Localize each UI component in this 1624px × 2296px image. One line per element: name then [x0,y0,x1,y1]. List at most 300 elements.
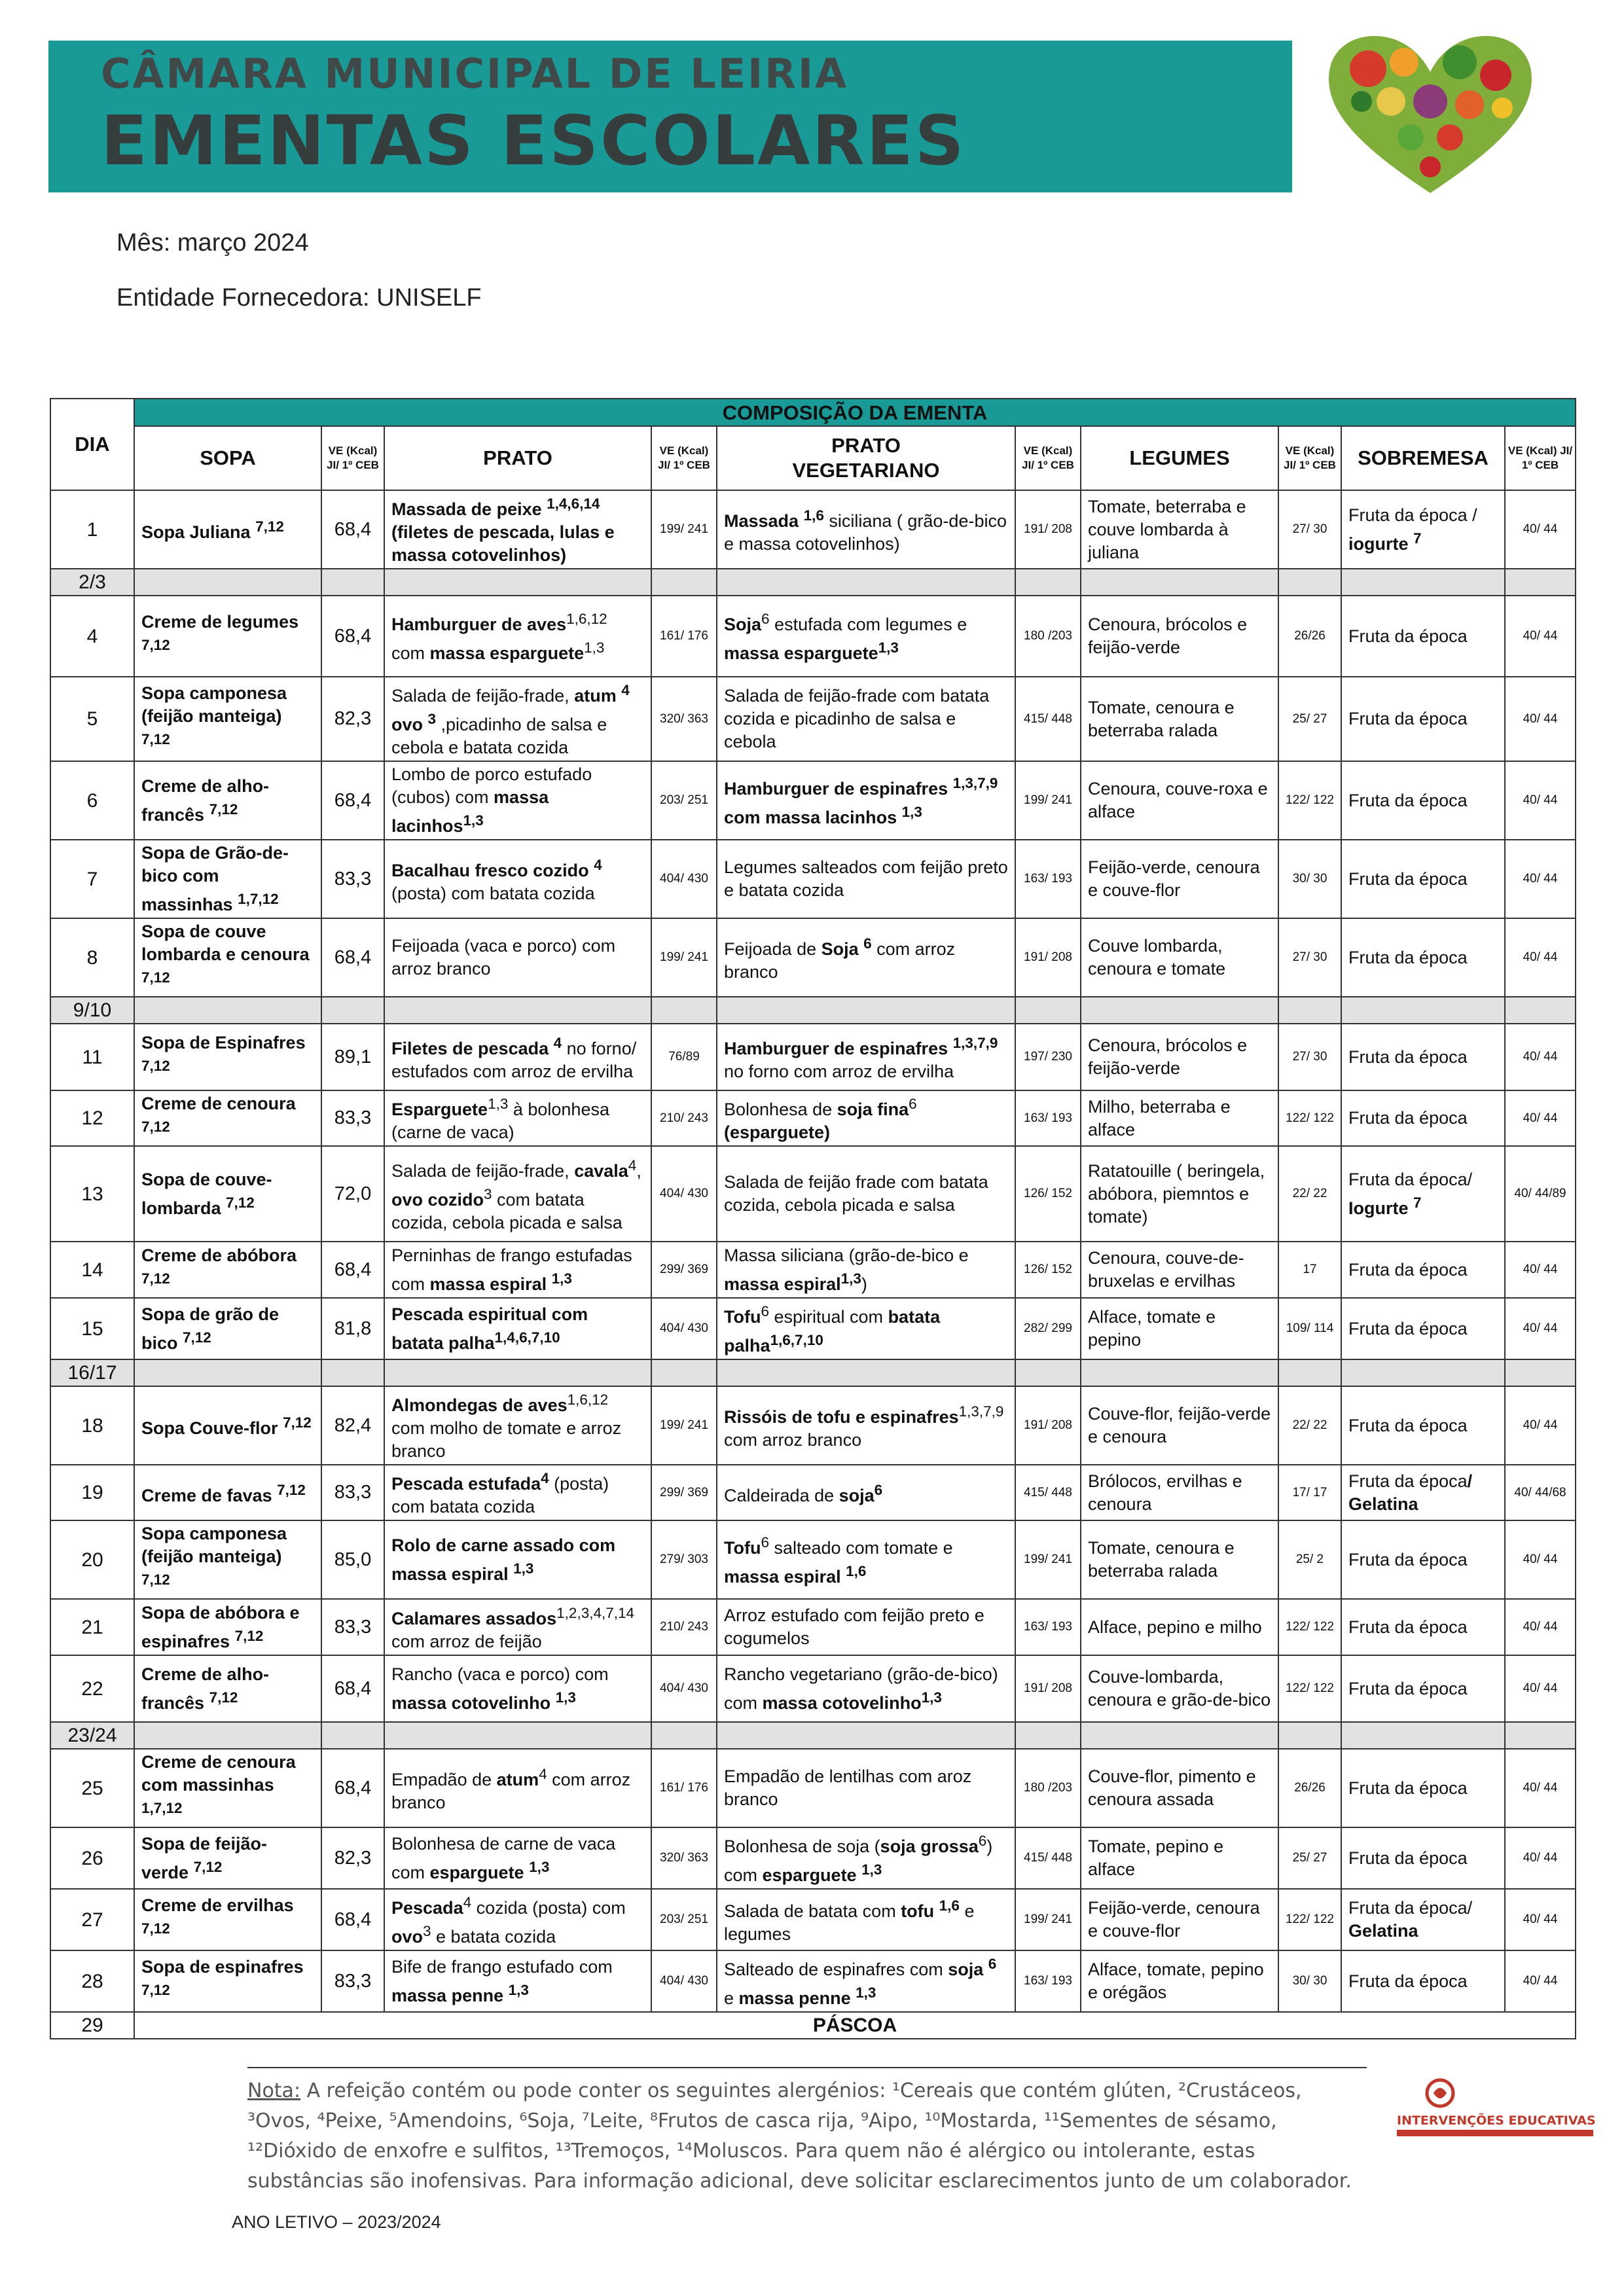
sopa-kcal: 82,3 [321,677,384,761]
holiday-cell [1341,1359,1505,1386]
prato-kcal: 210/ 243 [651,1090,717,1146]
vegetariano-kcal: 163/ 193 [1015,840,1081,918]
holiday-cell [1278,1359,1341,1386]
prato-kcal: 404/ 430 [651,1950,717,2012]
menu-row [50,1749,1576,1827]
sobremesa-kcal: 40/ 44 [1505,490,1576,569]
sopa-cell: Creme de alho-francês $^{7,12}$ [134,761,321,840]
vegetariano-kcal: 163/ 193 [1015,1950,1081,2012]
ve-header: VE (Kcal) JI/ 1º CEB [1278,426,1341,490]
legumes-cell: Couve lombarda, cenoura e tomate [1081,918,1278,997]
menu-row [50,1024,1576,1090]
sopa-kcal: 68,4 [321,1655,384,1722]
day-number: 12 [50,1090,134,1146]
sobremesa-cell: Fruta da época / iogurte $^7$ [1341,490,1505,569]
vegetariano-cell: Massa siliciana (grão-de-bico e massa espiral$^{1,3}$) [717,1242,1015,1298]
sopa-kcal: 68,4 [321,918,384,997]
holiday-cell [717,569,1015,596]
sopa-kcal: 83,3 [321,1950,384,2012]
holiday-cell [134,997,321,1024]
sobremesa-cell: Fruta da época [1341,918,1505,997]
sobremesa-kcal: 40/ 44 [1505,1950,1576,2012]
vegetariano-cell: Rissóis de tofu e espinafres$^{1,3,7,9}$ com arroz branco [717,1386,1015,1465]
day-number: 6 [50,761,134,840]
sopa-kcal: 83,3 [321,1599,384,1655]
prato-cell: Bife de frango estufado com massa penne $^{1,3}$ [384,1950,651,2012]
vegetariano-cell: Rancho vegetariano (grão-de-bico) com massa cotovelinho$^{1,3}$ [717,1655,1015,1722]
sobremesa-kcal: 40/ 44 [1505,1386,1576,1465]
legumes-kcal: 30/ 30 [1278,1950,1341,2012]
holiday-cell [1081,569,1278,596]
ve-header: VE (Kcal) JI/ 1º CEB [321,426,384,490]
prato-kcal: 299/ 369 [651,1242,717,1298]
supplier-label: Entidade Fornecedora: UNISELF [117,284,482,312]
sopa-kcal: 68,4 [321,761,384,840]
legumes-cell: Cenoura, brócolos e feijão-verde [1081,596,1278,677]
holiday-cell [1278,569,1341,596]
municipality-title: CÂMARA MUNICIPAL DE LEIRIA [101,50,848,98]
sobremesa-cell: Fruta da época [1341,1655,1505,1722]
prato-kcal: 299/ 369 [651,1465,717,1520]
day-number: 19 [50,1465,134,1520]
legumes-cell: Couve-lombarda, cenoura e grão-de-bico [1081,1655,1278,1722]
day-number: 5 [50,677,134,761]
vegetariano-kcal: 191/ 208 [1015,1386,1081,1465]
sopa-cell: Sopa Juliana $^{7,12}$ [134,490,321,569]
sobremesa-cell: Fruta da época [1341,1749,1505,1827]
holiday-cell [1015,997,1081,1024]
holiday-cell [1015,1359,1081,1386]
holiday-cell [321,569,384,596]
day-number: 18 [50,1386,134,1465]
sobremesa-kcal: 40/ 44 [1505,596,1576,677]
sobremesa-cell: Fruta da época [1341,1520,1505,1599]
sopa-cell: Creme de ervilhas $^{7,12}$ [134,1889,321,1950]
holiday-cell [1505,569,1576,596]
legumes-kcal: 122/ 122 [1278,1090,1341,1146]
holiday-day: 16/17 [50,1359,134,1386]
holiday-cell [134,569,321,596]
vegetariano-kcal: 191/ 208 [1015,490,1081,569]
sopa-kcal: 83,3 [321,840,384,918]
prato-kcal: 199/ 241 [651,918,717,997]
prato-kcal: 161/ 176 [651,1749,717,1827]
sopa-kcal: 68,4 [321,1889,384,1950]
sopa-kcal: 68,4 [321,1749,384,1827]
ve-header: VE (Kcal) JI/ 1º CEB [1015,426,1081,490]
holiday-cell [1341,569,1505,596]
legumes-kcal: 30/ 30 [1278,840,1341,918]
holiday-cell [651,569,717,596]
legumes-kcal: 26/26 [1278,596,1341,677]
vegetariano-cell: Hamburguer de espinafres $^{1,3,7,9}$ com massa lacinhos $^{1,3}$ [717,761,1015,840]
prato-cell: Esparguete$^{1,3}$ à bolonhesa (carne de vaca) [384,1090,651,1146]
sobremesa-cell: Fruta da época [1341,1827,1505,1889]
sobremesa-kcal: 40/ 44 [1505,1749,1576,1827]
logo-title: INTERVENÇÕES EDUCATIVAS [1397,2113,1596,2128]
legumes-cell: Alface, tomate, pepino e orégãos [1081,1950,1278,2012]
day-number: 22 [50,1655,134,1722]
prato-cell: Salada de feijão-frade, cavala$^4$, ovo cozido$^3$ com batata cozida, cebola picada e salsa [384,1146,651,1242]
sobremesa-cell: Fruta da época [1341,1950,1505,2012]
menu-row [50,997,1576,1024]
sobremesa-kcal: 40/ 44 [1505,1090,1576,1146]
legumes-kcal: 25/ 27 [1278,1827,1341,1889]
legumes-kcal: 22/ 22 [1278,1386,1341,1465]
sopa-kcal: 83,3 [321,1465,384,1520]
prato-cell: Rancho (vaca e porco) com massa cotovelinho $^{1,3}$ [384,1655,651,1722]
legumes-kcal: 25/ 2 [1278,1520,1341,1599]
note-label: Nota: [247,2079,301,2102]
holiday-cell [1081,1359,1278,1386]
holiday-cell [321,1359,384,1386]
vegetariano-cell: Soja$^6$ estufada com legumes e massa esparguete$^{1,3}$ [717,596,1015,677]
prato-kcal: 320/ 363 [651,1827,717,1889]
prato-cell: Feijoada (vaca e porco) com arroz branco [384,918,651,997]
sobremesa-cell: Fruta da época [1341,1298,1505,1359]
day-number: 29 [50,2012,134,2039]
holiday-cell [384,1722,651,1749]
sopa-cell: Sopa de grão de bico $^{7,12}$ [134,1298,321,1359]
header-banner [48,41,1292,192]
pascoa-label: PÁSCOA [134,2012,1576,2039]
menu-table [50,398,1576,2039]
sopa-kcal: 85,0 [321,1520,384,1599]
menu-row [50,1889,1576,1950]
legumes-kcal: 22/ 22 [1278,1146,1341,1242]
vegetariano-kcal: 163/ 193 [1015,1599,1081,1655]
sopa-cell: Sopa Couve-flor $^{7,12}$ [134,1386,321,1465]
prato-cell: Perninhas de frango estufadas com massa espiral $^{1,3}$ [384,1242,651,1298]
prato-kcal: 404/ 430 [651,1655,717,1722]
vegetariano-cell: Legumes salteados com feijão preto e batata cozida [717,840,1015,918]
holiday-day: 9/10 [50,997,134,1024]
prato-kcal: 199/ 241 [651,1386,717,1465]
sopa-cell: Sopa de espinafres $^{7,12}$ [134,1950,321,2012]
prato-header: PRATO [384,426,651,490]
menu-row [50,1386,1576,1465]
legumes-kcal: 17 [1278,1242,1341,1298]
sopa-cell: Creme de legumes $^{7,12}$ [134,596,321,677]
sobremesa-kcal: 40/ 44 [1505,1298,1576,1359]
prato-cell: Bolonhesa de carne de vaca com esparguete $^{1,3}$ [384,1827,651,1889]
vegetariano-cell: Empadão de lentilhas com aroz branco [717,1749,1015,1827]
menu-row [50,569,1576,596]
sobremesa-kcal: 40/ 44 [1505,840,1576,918]
sobremesa-kcal: 40/ 44 [1505,1655,1576,1722]
prato-cell: Salada de feijão-frade, atum $^4$ ovo $^3$ ,picadinho de salsa e cebola e batata cozida [384,677,651,761]
holiday-cell [651,1722,717,1749]
menu-row [50,490,1576,569]
vegetariano-cell: Tofu$^6$ salteado com tomate e massa espiral $^{1,6}$ [717,1520,1015,1599]
month-label: Mês: março 2024 [117,229,309,257]
sobremesa-header: SOBREMESA [1341,426,1505,490]
vegetariano-kcal: 415/ 448 [1015,1827,1081,1889]
holiday-cell [651,997,717,1024]
sobremesa-cell: Fruta da época [1341,840,1505,918]
holiday-cell [717,997,1015,1024]
holiday-cell [321,997,384,1024]
holiday-cell [384,997,651,1024]
dia-header: DIA [50,399,134,490]
legumes-cell: Cenoura, brócolos e feijão-verde [1081,1024,1278,1090]
sobremesa-cell: Fruta da época [1341,761,1505,840]
holiday-day: 23/24 [50,1722,134,1749]
vegetariano-kcal: 191/ 208 [1015,1655,1081,1722]
ve-header: VE (Kcal) JI/ 1º CEB [651,426,717,490]
sopa-kcal: 82,3 [321,1827,384,1889]
vegetariano-kcal: 282/ 299 [1015,1298,1081,1359]
holiday-cell [1505,1359,1576,1386]
sobremesa-kcal: 40/ 44 [1505,1520,1576,1599]
sopa-cell: Creme de alho-francês $^{7,12}$ [134,1655,321,1722]
sobremesa-cell: Fruta da época/ Iogurte $^7$ [1341,1146,1505,1242]
holiday-cell [1341,997,1505,1024]
legumes-cell: Couve-flor, feijão-verde e cenoura [1081,1386,1278,1465]
prato-kcal: 279/ 303 [651,1520,717,1599]
prato-kcal: 76/89 [651,1024,717,1090]
holiday-cell [384,1359,651,1386]
vegetariano-kcal: 191/ 208 [1015,918,1081,997]
prato-cell: Hamburguer de aves$^{1,6,12}$ com massa esparguete$^{1,3}$ [384,596,651,677]
sopa-cell: Sopa camponesa (feijão manteiga) $^{7,12}$ [134,677,321,761]
holiday-cell [1505,1722,1576,1749]
sobremesa-cell: Fruta da época/ Gelatina [1341,1465,1505,1520]
sopa-cell: Creme de abóbora $^{7,12}$ [134,1242,321,1298]
legumes-cell: Brólocos, ervilhas e cenoura [1081,1465,1278,1520]
vegetariano-kcal: 415/ 448 [1015,1465,1081,1520]
legumes-kcal: 109/ 114 [1278,1298,1341,1359]
page-title: EMENTAS ESCOLARES [101,101,966,181]
legumes-kcal: 122/ 122 [1278,1889,1341,1950]
vegetariano-cell: Caldeirada de soja$^6$ [717,1465,1015,1520]
sobremesa-kcal: 40/ 44 [1505,761,1576,840]
sobremesa-cell: Fruta da época [1341,1024,1505,1090]
vegetariano-cell: Salada de feijão-frade com batata cozida e picadinho de salsa e cebola [717,677,1015,761]
vegetariano-kcal: 415/ 448 [1015,677,1081,761]
vegetariano-cell: Arroz estufado com feijão preto e cogumelos [717,1599,1015,1655]
sobremesa-cell: Fruta da época [1341,1090,1505,1146]
legumes-cell: Milho, beterraba e alface [1081,1090,1278,1146]
vegetariano-cell: Hamburguer de espinafres $^{1,3,7,9}$ no forno com arroz de ervilha [717,1024,1015,1090]
prato-kcal: 320/ 363 [651,677,717,761]
menu-row [50,1090,1576,1146]
sopa-cell: Sopa de Espinafres $^{7,12}$ [134,1024,321,1090]
menu-row [50,1298,1576,1359]
holiday-cell [134,1722,321,1749]
holiday-cell [384,569,651,596]
holiday-cell [651,1359,717,1386]
holiday-cell [1341,1722,1505,1749]
prato-cell: Pescada$^4$ cozida (posta) com ovo$^3$ e batata cozida [384,1889,651,1950]
legumes-kcal: 26/26 [1278,1749,1341,1827]
composition-header: COMPOSIÇÃO DA EMENTA [134,399,1576,426]
sobremesa-kcal: 40/ 44 [1505,677,1576,761]
day-number: 15 [50,1298,134,1359]
intervencoes-educativas-logo [1393,2073,1609,2145]
holiday-day: 2/3 [50,569,134,596]
menu-row [50,677,1576,761]
sopa-kcal: 81,8 [321,1298,384,1359]
day-number: 7 [50,840,134,918]
sobremesa-cell: Fruta da época [1341,1242,1505,1298]
menu-row [50,596,1576,677]
sopa-cell: Sopa de couve-lombarda $^{7,12}$ [134,1146,321,1242]
prato-kcal: 404/ 430 [651,1146,717,1242]
day-number: 27 [50,1889,134,1950]
holiday-cell [321,1722,384,1749]
day-number: 21 [50,1599,134,1655]
holiday-cell [717,1722,1015,1749]
sobremesa-kcal: 40/ 44 [1505,1827,1576,1889]
menu-row [50,1359,1576,1386]
menu-row [50,1599,1576,1655]
menu-row [50,1950,1576,2012]
legumes-cell: Tomate, cenoura e beterraba ralada [1081,1520,1278,1599]
prato-kcal: 404/ 430 [651,1298,717,1359]
day-number: 26 [50,1827,134,1889]
vegetariano-kcal: 180 /203 [1015,596,1081,677]
legumes-kcal: 122/ 122 [1278,1655,1341,1722]
legumes-kcal: 17/ 17 [1278,1465,1341,1520]
day-number: 25 [50,1749,134,1827]
holiday-cell [717,1359,1015,1386]
prato-cell: Lombo de porco estufado (cubos) com massa lacinhos$^{1,3}$ [384,761,651,840]
sobremesa-cell: Fruta da época [1341,596,1505,677]
legumes-cell: Alface, pepino e milho [1081,1599,1278,1655]
vegetariano-cell: Massada $^{1,6}$ siciliana ( grão-de-bico e massa cotovelinhos) [717,490,1015,569]
menu-row [50,2012,1576,2039]
sopa-kcal: 68,4 [321,1242,384,1298]
menu-row [50,918,1576,997]
ve-header: VE (Kcal) JI/ 1º CEB [1505,426,1576,490]
holiday-cell [134,1359,321,1386]
sopa-kcal: 83,3 [321,1090,384,1146]
vegetariano-kcal: 199/ 241 [1015,1889,1081,1950]
sobremesa-kcal: 40/ 44/89 [1505,1146,1576,1242]
legumes-cell: Ratatouille ( beringela, abóbora, piemntos e tomate) [1081,1146,1278,1242]
prato-cell: Pescada estufada$^4$ (posta) com batata cozida [384,1465,651,1520]
vegetariano-kcal: 197/ 230 [1015,1024,1081,1090]
sobremesa-kcal: 40/ 44 [1505,918,1576,997]
sopa-kcal: 82,4 [321,1386,384,1465]
vegetariano-kcal: 163/ 193 [1015,1090,1081,1146]
prato-cell: Calamares assados$^{1,2,3,4,7,14}$ com arroz de feijão [384,1599,651,1655]
prato-cell: Almondegas de aves$^{1,6,12}$ com molho de tomate e arroz branco [384,1386,651,1465]
day-number: 14 [50,1242,134,1298]
vegetariano-cell: Feijoada de Soja $^6$ com arroz branco [717,918,1015,997]
vegetariano-header: PRATO VEGETARIANO [717,426,1015,490]
sobremesa-kcal: 40/ 44 [1505,1024,1576,1090]
prato-cell: Bacalhau fresco cozido $^4$ (posta) com batata cozida [384,840,651,918]
vegetariano-cell: Bolonhesa de soja (soja grossa$^6$) com esparguete $^{1,3}$ [717,1827,1015,1889]
holiday-cell [1081,1722,1278,1749]
legumes-kcal: 27/ 30 [1278,490,1341,569]
school-year-footer: ANO LETIVO – 2023/2024 [232,2212,441,2232]
legumes-cell: Feijão-verde, cenoura e couve-flor [1081,840,1278,918]
holiday-cell [1278,1722,1341,1749]
day-number: 20 [50,1520,134,1599]
sopa-cell: Sopa camponesa (feijão manteiga) $^{7,12}$ [134,1520,321,1599]
holiday-cell [1081,997,1278,1024]
menu-row [50,1520,1576,1599]
prato-kcal: 199/ 241 [651,490,717,569]
day-number: 28 [50,1950,134,2012]
vegetariano-cell: Tofu$^6$ espiritual com batata palha$^{1,6,7,10}$ [717,1298,1015,1359]
sopa-cell: Sopa de abóbora e espinafres $^{7,12}$ [134,1599,321,1655]
menu-row [50,1827,1576,1889]
day-number: 13 [50,1146,134,1242]
prato-cell: Massada de peixe $^{1,4,6,14}$ (filetes de pescada, lulas e massa cotovelinhos) [384,490,651,569]
legumes-cell: Tomate, pepino e alface [1081,1827,1278,1889]
day-number: 8 [50,918,134,997]
sopa-cell: Sopa de feijão-verde $^{7,12}$ [134,1827,321,1889]
legumes-cell: Alface, tomate e pepino [1081,1298,1278,1359]
vegetariano-kcal: 180 /203 [1015,1749,1081,1827]
holiday-cell [1505,997,1576,1024]
vegetariano-cell: Salteado de espinafres com soja $^6$ e massa penne $^{1,3}$ [717,1950,1015,2012]
menu-row [50,1146,1576,1242]
menu-row [50,1655,1576,1722]
menu-row [50,1465,1576,1520]
sobremesa-cell: Fruta da época [1341,1599,1505,1655]
menu-row [50,1722,1576,1749]
legumes-cell: Cenoura, couve-de-bruxelas e ervilhas [1081,1242,1278,1298]
vegetariano-kcal: 199/ 241 [1015,761,1081,840]
vegetariano-cell: Salada de feijão frade com batata cozida, cebola picada e salsa [717,1146,1015,1242]
day-number: 1 [50,490,134,569]
prato-cell: Pescada espiritual com batata palha$^{1,4,6,7,10}$ [384,1298,651,1359]
sopa-kcal: 68,4 [321,596,384,677]
sobremesa-cell: Fruta da época/ Gelatina [1341,1889,1505,1950]
sopa-cell: Sopa de couve lombarda e cenoura $^{7,12}$ [134,918,321,997]
legumes-cell: Tomate, beterraba e couve lombarda à juliana [1081,490,1278,569]
allergen-note [247,2067,1367,2197]
sobremesa-cell: Fruta da época [1341,1386,1505,1465]
legumes-cell: Feijão-verde, cenoura e couve-flor [1081,1889,1278,1950]
prato-kcal: 203/ 251 [651,1889,717,1950]
prato-kcal: 404/ 430 [651,840,717,918]
legumes-kcal: 122/ 122 [1278,1599,1341,1655]
legumes-cell: Tomate, cenoura e beterraba ralada [1081,677,1278,761]
legumes-header: LEGUMES [1081,426,1278,490]
legumes-cell: Cenoura, couve-roxa e alface [1081,761,1278,840]
sobremesa-kcal: 40/ 44 [1505,1599,1576,1655]
holiday-cell [1015,1722,1081,1749]
menu-row [50,840,1576,918]
prato-cell: Filetes de pescada $^4$ no forno/ estufados com arroz de ervilha [384,1024,651,1090]
vegetable-heart-icon [1322,29,1538,200]
holiday-cell [1278,997,1341,1024]
prato-cell: Empadão de atum$^4$ com arroz branco [384,1749,651,1827]
sopa-kcal: 89,1 [321,1024,384,1090]
sopa-kcal: 68,4 [321,490,384,569]
sobremesa-kcal: 40/ 44 [1505,1242,1576,1298]
vegetariano-cell: Salada de batata com tofu $^{1,6}$ e legumes [717,1889,1015,1950]
prato-kcal: 161/ 176 [651,596,717,677]
sopa-cell: Creme de cenoura $^{7,12}$ [134,1090,321,1146]
note-text: A refeição contém ou pode conter os seguintes alergénios: ¹Cereais que contém glúten, ²Crustáceos, ³Ovos, ⁴Peixe, ⁵Amendoins, ⁶Soja, ⁷Leite, ⁸Frutos de casca rija, ⁹Aipo, ¹⁰Mostarda, ¹¹Sementes de sésamo, ¹²Dióxido de enxofre e sulfitos, ¹³Tremoços, ¹⁴Moluscos. Para quem não é alérgico ou intolerante, estas substâncias são inofensivas. Para informação adicional, deve solicitar esclarecimentos junto de um colaborador. [247,2079,1352,2193]
legumes-cell: Couve-flor, pimento e cenoura assada [1081,1749,1278,1827]
vegetariano-kcal: 199/ 241 [1015,1520,1081,1599]
sopa-kcal: 72,0 [321,1146,384,1242]
sobremesa-cell: Fruta da época [1341,677,1505,761]
sopa-cell: Creme de cenoura com massinhas $^{1,7,12}$ [134,1749,321,1827]
day-number: 11 [50,1024,134,1090]
legumes-kcal: 25/ 27 [1278,677,1341,761]
legumes-kcal: 122/ 122 [1278,761,1341,840]
holiday-cell [1015,569,1081,596]
